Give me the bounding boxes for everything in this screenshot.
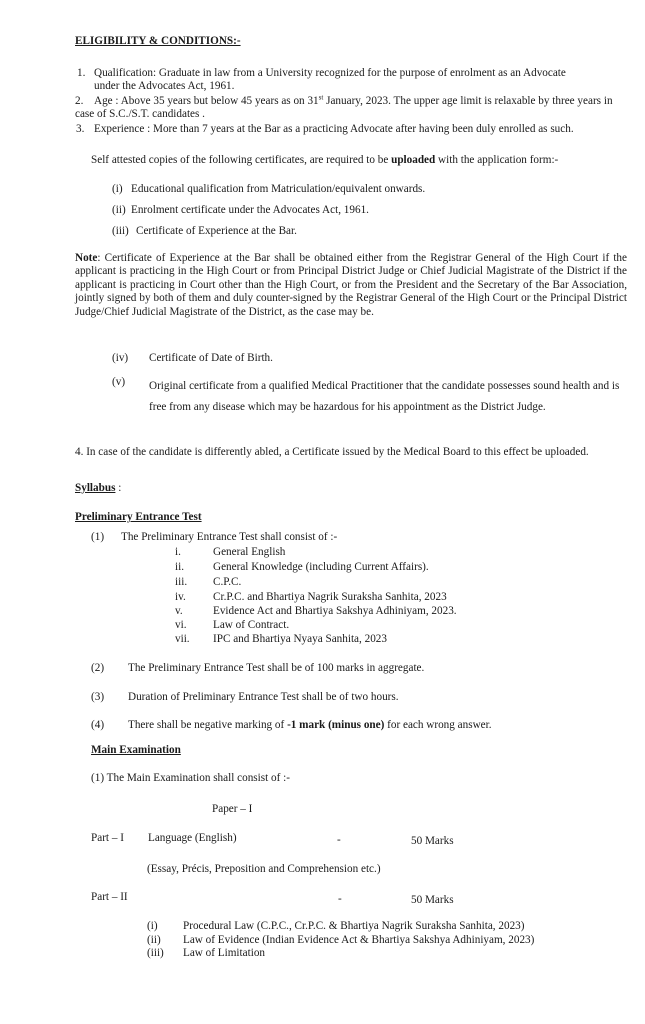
qualification-text: Qualification: Graduate in law from a University recognized for the purpose of enrolment as an Advocate under the Advocates Act, 1961.	[94, 67, 566, 93]
paper-title: Paper – I	[212, 803, 253, 815]
negative-marking-bold: -1 mark (minus one)	[287, 719, 385, 731]
negative-marking-post: for each wrong answer.	[384, 719, 492, 731]
subject-number: iv.	[175, 591, 186, 603]
upload-text-rest: with the application form:-	[435, 154, 559, 166]
cert-number: (v)	[112, 376, 126, 388]
duration-text: Duration of Preliminary Entrance Test shall be of two hours.	[128, 691, 399, 703]
subject-text: IPC and Bhartiya Nyaya Sanhita, 2023	[213, 633, 387, 645]
main-consist-text: (1) The Main Examination shall consist of :-	[91, 772, 290, 784]
subject-number: iii.	[175, 576, 188, 588]
cert-text: Certificate of Experience at the Bar.	[136, 225, 297, 237]
syllabus-label: Syllabus	[75, 482, 116, 494]
note-label: Note	[75, 252, 98, 264]
upload-instruction	[75, 154, 615, 167]
aggregate-marks-text: The Preliminary Entrance Test shall be of 100 marks in aggregate.	[128, 662, 425, 674]
part-item-number: (ii)	[147, 934, 161, 946]
age-text-main: Age : Above 35 years but below 45 years as on 31	[94, 95, 319, 107]
subject-text: Evidence Act and Bhartiya Sakshya Adhiniyam, 2023.	[213, 605, 457, 617]
item-number: 3.	[76, 123, 85, 135]
cert-number: (ii)	[112, 204, 126, 216]
note-text: : Certificate of Experience at the Bar shall be obtained either from the Registrar General of the High Court if the applicant is practicing in the High Court or from Principal District Judge or Chief Judicial Magistrate of the District if the applicant is practicing in Court other than the High Court, or from the President and the Secretary of the Bar Association, jointly signed by both of them and duly counter-signed by the Registrar General of the High Court or the Principal District Judge/Chief Judicial Magistrate of the District, as the case may be.	[75, 252, 627, 318]
part-subject: Language (English)	[148, 832, 237, 844]
cert-number: (i)	[112, 183, 123, 195]
note-paragraph	[75, 252, 627, 319]
eligibility-heading: ELIGIBILITY & CONDITIONS:-	[75, 35, 241, 47]
main-examination-heading: Main Examination	[91, 744, 181, 756]
item-number: (2)	[91, 662, 105, 674]
marks-dash: -	[338, 893, 342, 905]
part-item-text: Law of Evidence (Indian Evidence Act & Bhartiya Sakshya Adhiniyam, 2023)	[183, 934, 535, 946]
subject-text: General English	[213, 546, 286, 558]
negative-marking-text	[128, 719, 492, 732]
part-item-text: Procedural Law (C.P.C., Cr.P.C. & Bhartiya Nagrik Suraksha Sanhita, 2023)	[183, 920, 525, 932]
subject-text: C.P.C.	[213, 576, 242, 588]
subject-text: Law of Contract.	[213, 619, 290, 631]
subject-text: Cr.P.C. and Bhartiya Nagrik Suraksha Sanhita, 2023	[213, 591, 447, 603]
item-number: 2.	[75, 95, 84, 107]
experience-text: Experience : More than 7 years at the Bar as a practicing Advocate after having been duly enrolled as such.	[94, 123, 574, 135]
part-detail: (Essay, Précis, Preposition and Comprehension etc.)	[147, 863, 381, 875]
cert-text: Enrolment certificate under the Advocates Act, 1961.	[131, 204, 369, 216]
negative-marking-pre: There shall be negative marking of	[128, 719, 288, 731]
item-number: (1)	[91, 531, 105, 543]
cert-number: (iii)	[112, 225, 129, 237]
part-marks: 50 Marks	[411, 894, 454, 906]
part-item-number: (iii)	[147, 947, 164, 959]
preliminary-consist-text: The Preliminary Entrance Test shall consist of :-	[121, 531, 338, 543]
item-number: (4)	[91, 719, 105, 731]
part-label: Part – II	[91, 891, 128, 903]
item-number: 1.	[77, 67, 86, 79]
cert-text: Certificate of Date of Birth.	[149, 352, 273, 364]
cert-text: Educational qualification from Matriculation/equivalent onwards.	[131, 183, 426, 195]
age-text-superscript: st	[318, 93, 324, 102]
syllabus-heading	[75, 482, 121, 495]
subject-number: ii.	[175, 561, 185, 573]
subject-number: vi.	[175, 619, 187, 631]
upload-bold: uploaded	[391, 154, 436, 166]
part-label: Part – I	[91, 832, 124, 844]
age-text	[75, 95, 625, 122]
cert-number: (iv)	[112, 352, 129, 364]
differently-abled-text: 4. In case of the candidate is differently abled, a Certificate issued by the Medical Board to this effect be uploaded.	[75, 446, 589, 458]
subject-text: General Knowledge (including Current Affairs).	[213, 561, 429, 573]
syllabus-colon: :	[115, 482, 122, 494]
subject-number: vii.	[175, 633, 190, 645]
subject-number: i.	[175, 546, 181, 558]
part-item-text: Law of Limitation	[183, 947, 266, 959]
cert-text: Original certificate from a qualified Medical Practitioner that the candidate possesses sound health and is free from any disease which may be hazardous for his appointment as the District Judge.	[149, 380, 620, 413]
marks-dash: -	[337, 834, 341, 846]
item-number: (3)	[91, 691, 105, 703]
upload-text: Self attested copies of the following certificates, are required to be	[91, 154, 392, 166]
preliminary-test-heading: Preliminary Entrance Test	[75, 511, 202, 523]
subject-number: v.	[175, 605, 183, 617]
part-item-number: (i)	[147, 920, 158, 932]
part-marks: 50 Marks	[411, 835, 454, 847]
age-text-rest: January, 2023. The upper age limit is relaxable by three years in case of S.C./S.T. candidates .	[75, 95, 613, 121]
